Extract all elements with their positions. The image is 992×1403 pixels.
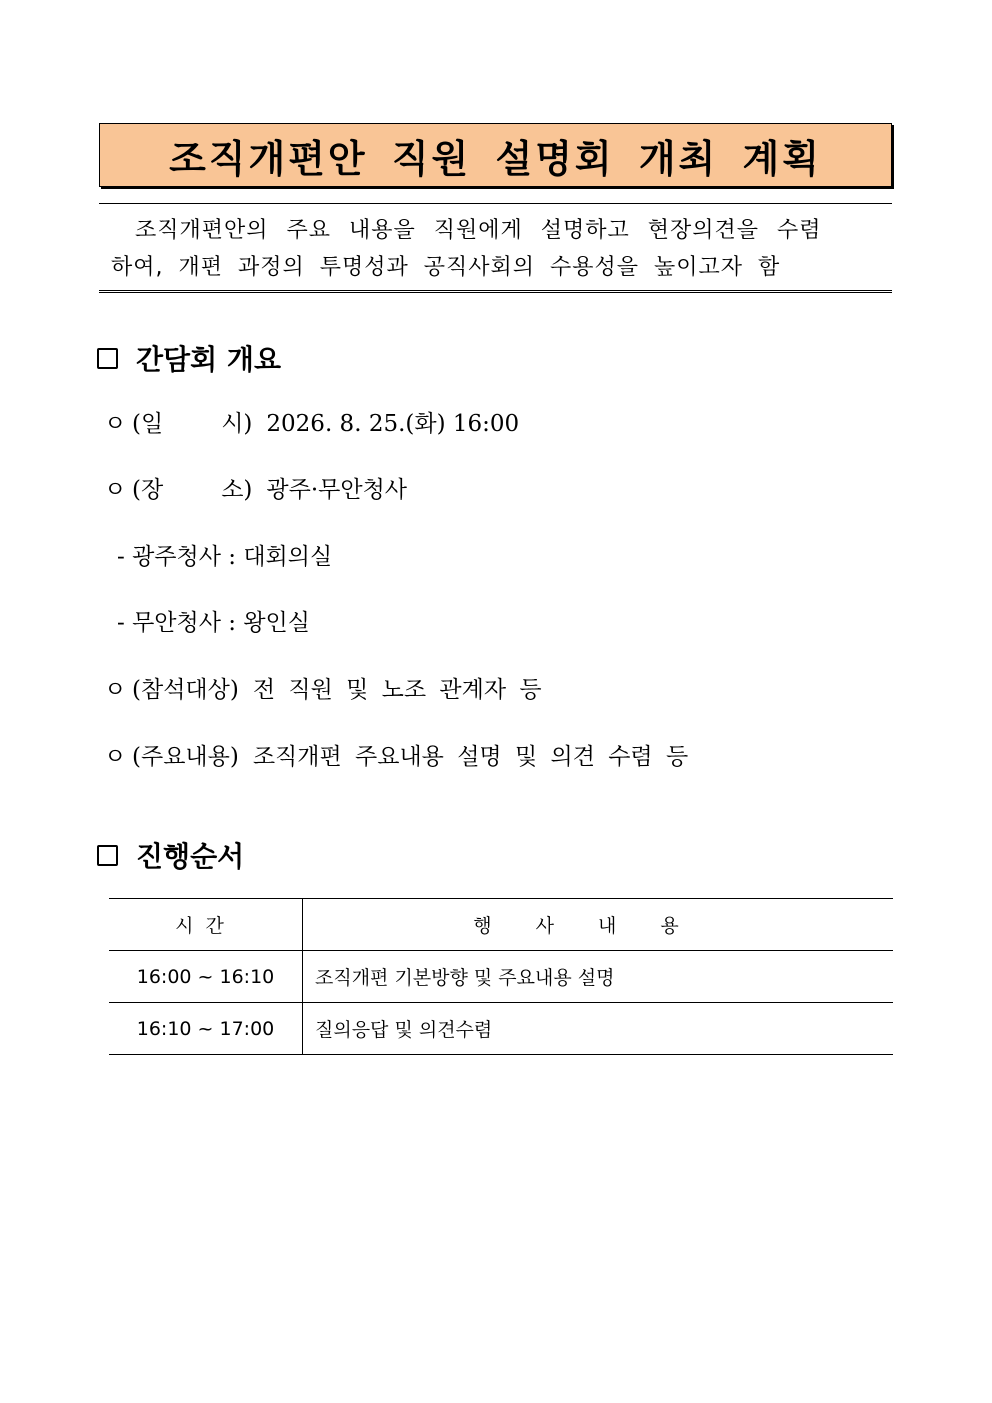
document-title-box [99,123,892,187]
table-header-row [109,899,893,951]
datetime-item [104,405,519,438]
contents-value: 조직개편 주요내용 설명 및 의견 수렴 등 [252,744,689,770]
bullet-circle: ㅇ [104,477,127,503]
place-label: (장 소) [132,477,253,503]
row-time: 16:10 ~ 17:00 [109,1003,303,1055]
checkbox-square-icon [97,348,118,369]
contents-label: (주요내용) [132,744,239,770]
purpose-line-2: 하여, 개편 과정의 투명성과 공직사회의 수용성을 높이고자 함 [111,255,781,280]
row-time: 16:00 ~ 16:10 [109,951,303,1003]
datetime-label: (일 시) [132,411,253,437]
bullet-circle: ㅇ [104,744,127,770]
purpose-line-1: 조직개편안의 주요 내용을 직원에게 설명하고 현장의견을 수렴 [135,218,822,243]
header-event: 행사내용 [303,899,894,951]
place-item [104,471,407,504]
schedule-table [109,898,893,1055]
place-detail-muan: - 무안청사 : 왕인실 [117,610,310,636]
bullet-circle: ㅇ [104,411,127,437]
contents-item [104,738,688,771]
attendees-item [104,671,542,704]
section-overview-heading [97,338,281,378]
overview-heading-text: 간담회 개요 [136,343,281,376]
section-schedule-heading [97,835,244,875]
table-row [109,1003,893,1055]
bullet-circle: ㅇ [104,677,127,703]
attendees-label: (참석대상) [132,677,239,703]
purpose-box [99,203,892,293]
header-time: 시간 [109,899,303,951]
row-event: 조직개편 기본방향 및 주요내용 설명 [303,951,894,1003]
table-row [109,951,893,1003]
schedule-heading-text: 진행순서 [136,840,245,873]
checkbox-square-icon [97,845,118,866]
place-value: 광주·무안청사 [266,477,408,503]
document-title: 조직개편안 직원 설명회 개최 계획 [169,136,822,181]
datetime-value: 2026. 8. 25.(화) 16:00 [266,411,520,437]
attendees-value: 전 직원 및 노조 관계자 등 [252,677,542,703]
row-event: 질의응답 및 의견수렴 [303,1003,894,1055]
place-detail-gwangju: - 광주청사 : 대회의실 [117,544,333,570]
